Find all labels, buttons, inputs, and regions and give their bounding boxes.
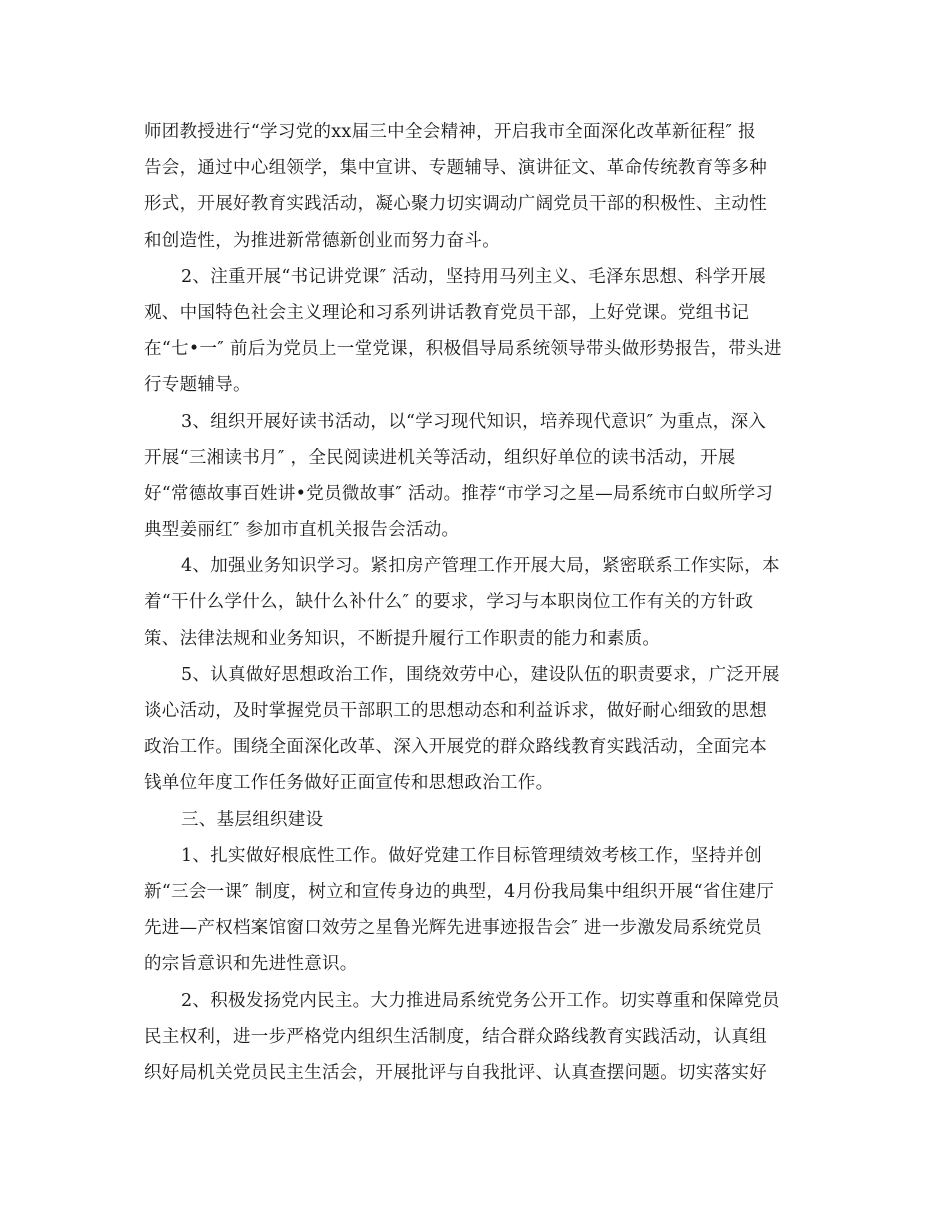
- text-line: 告会，通过中心组领学，集中宣讲、专题辅导、演讲征文、革命传统教育等多种: [144, 158, 767, 179]
- text-line: 政治工作。围绕全面深化改革、深入开展党的群众路线教育实践活动，全面完本: [144, 737, 767, 758]
- text-line: 3、组织开展好读书活动，以“学习现代知识，培养现代意识″ 为重点，深入: [181, 411, 767, 432]
- text-line: 织好局机关党员民主生活会，开展批评与自我批评、认真查摆问题。切实落实好: [144, 1062, 767, 1083]
- text-line: 民主权利，进一步严格党内组织生活制度，结合群众路线教育实践活动，认真组: [144, 1026, 767, 1047]
- text-line: 和创造性，为推进新常德新创业而努力奋斗。: [144, 230, 500, 251]
- text-line: 在“七•一″ 前后为党员上一堂党课，积极倡导局系统领导带头做形势报告，带头进: [144, 339, 782, 360]
- text-line: 先进—产权档案馆窗口效劳之星鲁光辉先进事迹报告会″ 进一步激发局系统党员: [144, 918, 762, 939]
- text-line: 的宗旨意识和先进性意识。: [144, 954, 358, 975]
- text-line: 观、中国特色社会主义理论和习系列讲话教育党员干部，上好党课。党组书记: [144, 302, 750, 323]
- text-line: 典型姜丽红″ 参加市直机关报告会活动。: [144, 520, 460, 541]
- text-line: 钱单位年度工作任务做好正面宣传和思想政治工作。: [144, 773, 554, 794]
- text-line: 谈心活动，及时掌握党员干部职工的思想动态和利益诉求，做好耐心细致的思想: [144, 701, 767, 721]
- text-line: 开展“三湘读书月″ ，全民阅读进机关等活动，组织好单位的读书活动，开展: [144, 447, 736, 468]
- text-line: 4、加强业务知识学习。紧扣房产管理工作开展大局，紧密联系工作实际，本: [181, 556, 780, 577]
- text-line: 5、认真做好思想政治工作，围绕效劳中心，建设队伍的职责要求，广泛开展: [181, 664, 780, 685]
- text-line: 着“干什么学什么，缺什么补什么″ 的要求，学习与本职岗位工作有关的方针政: [144, 592, 754, 613]
- document-body: [144, 114, 824, 1091]
- text-line: 形式，开展好教育实践活动，凝心聚力切实调动广阔党员干部的积极性、主动性: [144, 194, 767, 215]
- text-line: 2、积极发扬党内民主。大力推进局系统党务公开工作。切实尊重和保障党员: [181, 990, 780, 1011]
- text-line: 2、注重开展“书记讲党课″ 活动，坚持用马列主义、毛泽东思想、科学开展: [181, 266, 767, 287]
- text-line: 策、法律法规和业务知识，不断提升履行工作职责的能力和素质。: [144, 628, 661, 649]
- text-line: 行专题辅导。: [144, 375, 251, 396]
- text-line: 三、基层组织建设: [181, 809, 324, 830]
- text-line: 1、扎实做好根底性工作。做好党建工作目标管理绩效考核工作，坚持并创: [181, 845, 763, 866]
- text-line: 好“常德故事百姓讲•党员微故事″ 活动。推荐“市学习之星—局系统市白蚁所学习: [144, 483, 774, 504]
- text-line: 新“三会一课″ 制度，树立和宣传身边的典型，4月份我局集中组织开展“省住建厅: [144, 881, 775, 902]
- text-line: 师团教授进行“学习党的xx届三中全会精神，开启我市全面深化改革新征程″ 报: [144, 122, 756, 142]
